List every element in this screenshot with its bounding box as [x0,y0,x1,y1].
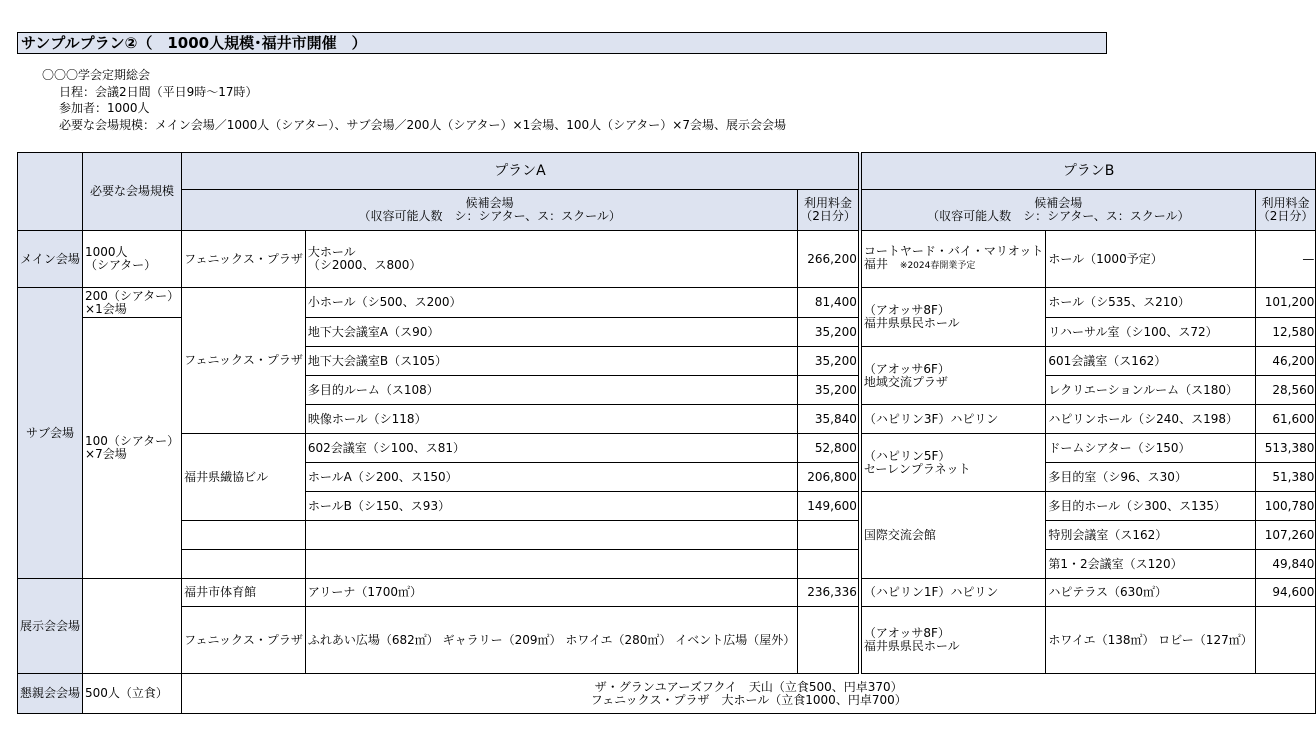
plan-b-header: プランB [860,153,1316,190]
sub-a-room: ホールB（シ150、ス93） [305,492,797,521]
sub-b-fee: 49,840 [1255,550,1316,579]
sub-b-room: 多目的ホール（シ300、ス135） [1046,492,1255,521]
sub-b-facility-name: 地域交流プラザ [863,374,948,389]
sub-b-facility-floor: （ハピリン5F） [863,448,951,463]
main-b-facility-city [864,258,1044,273]
exhibition-b-facility [860,607,1046,674]
sub-a-room: 地下大会議室B（ス105） [305,347,797,376]
category-exhibition: 展示会会場 [18,579,83,674]
sub-b-facility-hapirin5f [860,434,1046,492]
sub-b-room: レクリエーションルーム（ス180） [1046,376,1255,405]
sub-a-room: 602会議室（シ100、ス81） [305,434,797,463]
sub-b-facility-hapirin3f: （ハピリン3F）ハピリン [860,405,1046,434]
sub-b-facility-floor: （アオッサ6F） [863,361,950,376]
plan-b-fee-header [1255,190,1316,231]
table-row [18,190,1316,231]
schedule-text: 日程：会議2日間（平日9時～17時） [59,84,258,99]
plan-b-candidate-header [860,190,1255,231]
sub-scale-100-value: 100（シアター） [85,434,180,448]
plan-a-header: プランA [182,153,860,190]
opening-note: ※2024春開業予定 [899,261,976,271]
fee-label: 利用料金 [804,196,853,210]
main-scale-type: （シアター） [85,258,157,272]
sub-b-room: ハピリンホール（シ240、ス198） [1046,405,1255,434]
main-scale-value: 1000人 [85,245,128,259]
table-row [18,153,1316,190]
main-a-room [305,231,797,288]
fee-label: 利用料金 [1261,196,1310,210]
sub-scale-100 [83,318,182,579]
main-a-facility: フェニックス・プラザ [182,231,306,288]
category-main-venue: メイン会場 [18,231,83,288]
sub-a-fee: 206,800 [798,463,860,492]
exhibition-a-fee: 236,336 [798,579,860,607]
sub-b-fee: 100,780 [1255,492,1316,521]
empty-cell [798,521,860,550]
main-b-room: ホール（1000予定） [1046,231,1255,288]
empty-cell [305,550,797,579]
participants-text: 参加者：1000人 [59,101,150,115]
sub-b-room: リハーサル室（シ100、ス72） [1046,318,1255,347]
intro-block [42,67,786,133]
exhibition-a-fee-empty [798,607,860,674]
exhibition-b-fee-empty [1255,607,1316,674]
fee-period-label: （2日分） [1257,209,1314,223]
sub-a-room: 小ホール（シ500、ス200） [305,288,797,318]
capacity-note: （収容可能人数 シ：シアター、ス：スクール） [358,209,621,223]
sub-a-room: 映像ホール（シ118） [305,405,797,434]
empty-cell [182,521,306,550]
sub-a-fee: 35,840 [798,405,860,434]
exhibition-required-scale [83,579,182,674]
candidate-label: 候補会場 [465,196,514,210]
sub-b-facility-kokusai: 国際交流会館 [860,492,1046,579]
sub-scale-100-count: ×7会場 [85,447,127,461]
sub-b-fee: 12,580 [1255,318,1316,347]
table-row [18,231,1316,288]
plan-a-fee-header [798,190,860,231]
sub-b-fee: 101,200 [1255,288,1316,318]
sub-b-fee: 107,260 [1255,521,1316,550]
main-b-facility-name: コートヤード・バイ・マリオット [863,244,1044,258]
sub-b-room: 601会議室（ス162） [1046,347,1255,376]
candidate-label: 候補会場 [1034,196,1083,210]
category-reception: 懇親会会場 [18,674,83,714]
exhibition-b-facility-floor: （アオッサ8F） [863,626,950,640]
reception-venue-1: ザ・グランユアーズフクイ 天山（立食500、円卓370） [594,679,903,694]
sub-scale-200-value: 200（シアター） [85,289,180,303]
sub-scale-200-count: ×1会場 [85,302,127,316]
sub-b-fee: 51,380 [1255,463,1316,492]
sub-b-facility-name: セーレンプラネット [863,461,971,476]
sub-a-room: ホールA（シ200、ス150） [305,463,797,492]
sub-a-fee: 35,200 [798,376,860,405]
exhibition-b-facility: （ハピリン1F）ハピリン [860,579,1046,607]
main-a-room-capacity: （シ2000、ス800） [307,258,422,272]
exhibition-b-rooms: ホワイエ（138㎡） ロビー（127㎡） [1046,607,1255,674]
sub-b-room: ホール（シ535、ス210） [1046,288,1255,318]
sub-a-facility-phoenix: フェニックス・プラザ [182,288,306,434]
venue-plan-table [17,152,1316,714]
table-row [18,607,1316,674]
sub-b-facility-aossa6f [860,347,1046,405]
page-title: サンプルプラン②（ 1000人規模･福井市開催 ） [17,32,1107,54]
sub-a-room: 多目的ルーム（ス108） [305,376,797,405]
sub-a-fee: 35,200 [798,347,860,376]
exhibition-a-facility: 福井市体育館 [182,579,306,607]
sub-a-facility-sengyo: 福井県繊協ビル [182,434,306,521]
venue-scale-text: 必要な会場規模：メイン会場／1000人（シアター）、サブ会場／200人（シアター）×1会場、100人（シアター）×7会場、展示会会場 [59,117,786,132]
required-scale-header: 必要な会場規模 [83,153,182,231]
main-a-fee: 266,200 [798,231,860,288]
sub-b-fee: 46,200 [1255,347,1316,376]
table-row [18,521,1316,550]
sub-b-room: 特別会議室（ス162） [1046,521,1255,550]
sub-b-room: 第1・2会議室（ス120） [1046,550,1255,579]
empty-cell [182,550,306,579]
plan-a-candidate-header [182,190,798,231]
empty-cell [305,521,797,550]
sub-a-fee: 35,200 [798,318,860,347]
capacity-note: （収容可能人数 シ：シアター、ス：スクール） [927,209,1190,223]
sub-b-facility-name: 福井県県民ホール [863,316,960,330]
table-row [18,288,1316,318]
table-row [18,434,1316,463]
sub-a-room: 地下大会議室A（ス90） [305,318,797,347]
sub-b-room: 多目的室（シ96、ス30） [1046,463,1255,492]
meeting-name: 〇〇〇学会定期総会 [42,68,151,82]
sub-b-facility-aossa8f [860,288,1046,347]
reception-venue-2: フェニックス・プラザ 大ホール（立食1000、円卓700） [590,692,907,707]
exhibition-b-room: ハピテラス（630㎡） [1046,579,1255,607]
main-b-fee: — [1255,231,1316,288]
sub-a-fee: 52,800 [798,434,860,463]
sub-a-fee: 149,600 [798,492,860,521]
main-b-facility-city-name: 福井 [863,257,888,271]
main-required-scale [83,231,182,288]
empty-cell [798,550,860,579]
exhibition-a-facility: フェニックス・プラザ [182,607,306,674]
table-row [18,550,1316,579]
reception-scale: 500人（立食） [83,674,182,714]
exhibition-a-room: アリーナ（1700㎡） [305,579,797,607]
fee-period-label: （2日分） [800,209,856,223]
exhibition-b-facility-name: 福井県県民ホール [863,639,960,653]
category-sub-venue: サブ会場 [18,288,83,579]
main-a-room-name: 大ホール [307,245,356,259]
sub-b-fee: 28,560 [1255,376,1316,405]
table-row [18,579,1316,607]
exhibition-a-rooms: ふれあい広場（682㎡） ギャラリー（209㎡） ホワイエ（280㎡） イベント広場（屋外） [305,607,797,674]
exhibition-b-fee: 94,600 [1255,579,1316,607]
corner-header-cell [18,153,83,231]
main-b-facility [860,231,1046,288]
sub-scale-200 [83,288,182,318]
sub-a-fee: 81,400 [798,288,860,318]
table-row [18,674,1316,714]
sub-b-room: ドームシアター（シ150） [1046,434,1255,463]
sub-b-fee: 513,380 [1255,434,1316,463]
reception-venues [182,674,1316,714]
sub-b-fee: 61,600 [1255,405,1316,434]
sub-b-facility-floor: （アオッサ8F） [863,303,950,317]
